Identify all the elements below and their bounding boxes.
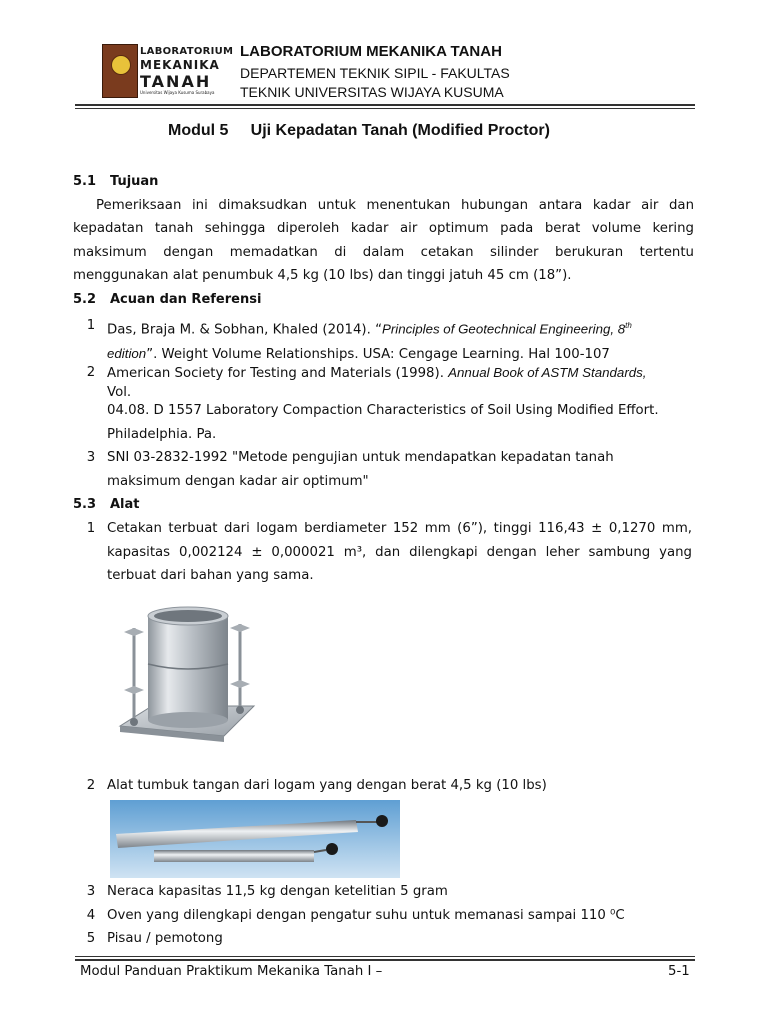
reference-superscript: th xyxy=(625,321,632,330)
section-number: 5.1 xyxy=(73,174,97,189)
logo-text-1: LABORATORIUM xyxy=(140,46,234,57)
header-title: LABORATORIUM MEKANIKA TANAH xyxy=(240,43,502,60)
reference-edition: edition xyxy=(107,345,147,361)
footer-rule-thin xyxy=(75,956,695,957)
logo-text-2: MEKANIKA xyxy=(140,58,220,72)
reference-book-title: Annual Book of ASTM Standards, xyxy=(448,365,647,380)
logo-text-3: TANAH xyxy=(140,72,212,91)
tujuan-paragraph: Pemeriksaan ini dimaksudkan untuk menentukan hubungan antara kadar air dan kepadatan tanah sehingga diperoleh kadar air optimum pada berat volume kering maksimum dengan memadatkan di dalam cetakan silinder berukuran tertentu menggunakan alat penumbuk 4,5 kg (10 lbs) dan tinggi jatuh 45 cm (18”). xyxy=(73,198,694,283)
lab-logo xyxy=(102,44,234,98)
equipment-text: Oven yang dilengkapi dengan pengatur suhu untuk memanasi sampai 110 ⁰C xyxy=(107,908,625,923)
list-number: 2 xyxy=(86,365,96,380)
reference-continuation: 04.08. D 1557 Laboratory Compaction Characteristics of Soil Using Modified Effort. Philadelphia. Pa. xyxy=(107,403,659,442)
section-number: 5.2 xyxy=(73,292,97,307)
reference-author: American Society for Testing and Materials (1998). xyxy=(107,366,449,381)
reference-text xyxy=(107,361,692,400)
section-title: Alat xyxy=(110,497,140,512)
equipment-text: Neraca kapasitas 11,5 kg dengan ketelitian 5 gram xyxy=(107,884,448,899)
compaction-mold-image xyxy=(112,598,260,746)
logo-shield-icon xyxy=(102,44,138,98)
list-number: 1 xyxy=(86,318,96,333)
list-number: 3 xyxy=(86,450,96,465)
equipment-text: Cetakan terbuat dari logam berdiameter 152 mm (6”), tinggi 116,43 ± 0,1270 mm, kapasitas 0,002124 ± 0,000021 m³, dan dilengkapi dengan leher sambung yang terbuat dari bahan yang sama. xyxy=(107,521,692,583)
list-number: 2 xyxy=(86,778,96,793)
header-rule-thin xyxy=(75,108,695,109)
footer-text: Modul Panduan Praktikum Mekanika Tanah I – xyxy=(80,964,383,979)
section-title: Acuan dan Referensi xyxy=(110,292,262,307)
reference-vol: Vol. xyxy=(107,384,132,400)
list-number: 4 xyxy=(86,908,96,923)
module-title: Modul 5 Uji Kepadatan Tanah (Modified Proctor) xyxy=(168,122,550,139)
section-title: Tujuan xyxy=(110,174,159,189)
header-rule xyxy=(75,104,695,106)
reference-book-title: Principles of Geotechnical Engineering, 8 xyxy=(381,321,626,337)
equipment-text: Alat tumbuk tangan dari logam yang dengan berat 4,5 kg (10 lbs) xyxy=(107,778,547,793)
header-subtitle-1: DEPARTEMEN TEKNIK SIPIL - FAKULTAS xyxy=(240,65,510,81)
footer-rule xyxy=(75,959,695,961)
compaction-hammer-image xyxy=(110,800,400,878)
page-number: 5-1 xyxy=(668,964,690,979)
list-number: 3 xyxy=(86,884,96,899)
reference-text xyxy=(107,314,692,366)
list-number: 5 xyxy=(86,931,96,946)
equipment-text: Pisau / pemotong xyxy=(107,931,223,946)
header-subtitle-2: TEKNIK UNIVERSITAS WIJAYA KUSUMA xyxy=(240,84,504,100)
reference-author: Das, Braja M. & Sobhan, Khaled (2014). “ xyxy=(107,322,382,338)
list-number: 1 xyxy=(86,521,96,536)
logo-text-4: Universitas Wijaya Kusuma Surabaya xyxy=(140,90,215,95)
reference-text: SNI 03-2832-1992 "Metode pengujian untuk mendapatkan kepadatan tanah maksimum dengan kadar air optimum" xyxy=(107,450,614,489)
reference-rest: ”. Weight Volume Relationships. USA: Cengage Learning. Hal 100-107 xyxy=(146,346,610,362)
section-number: 5.3 xyxy=(73,497,97,512)
